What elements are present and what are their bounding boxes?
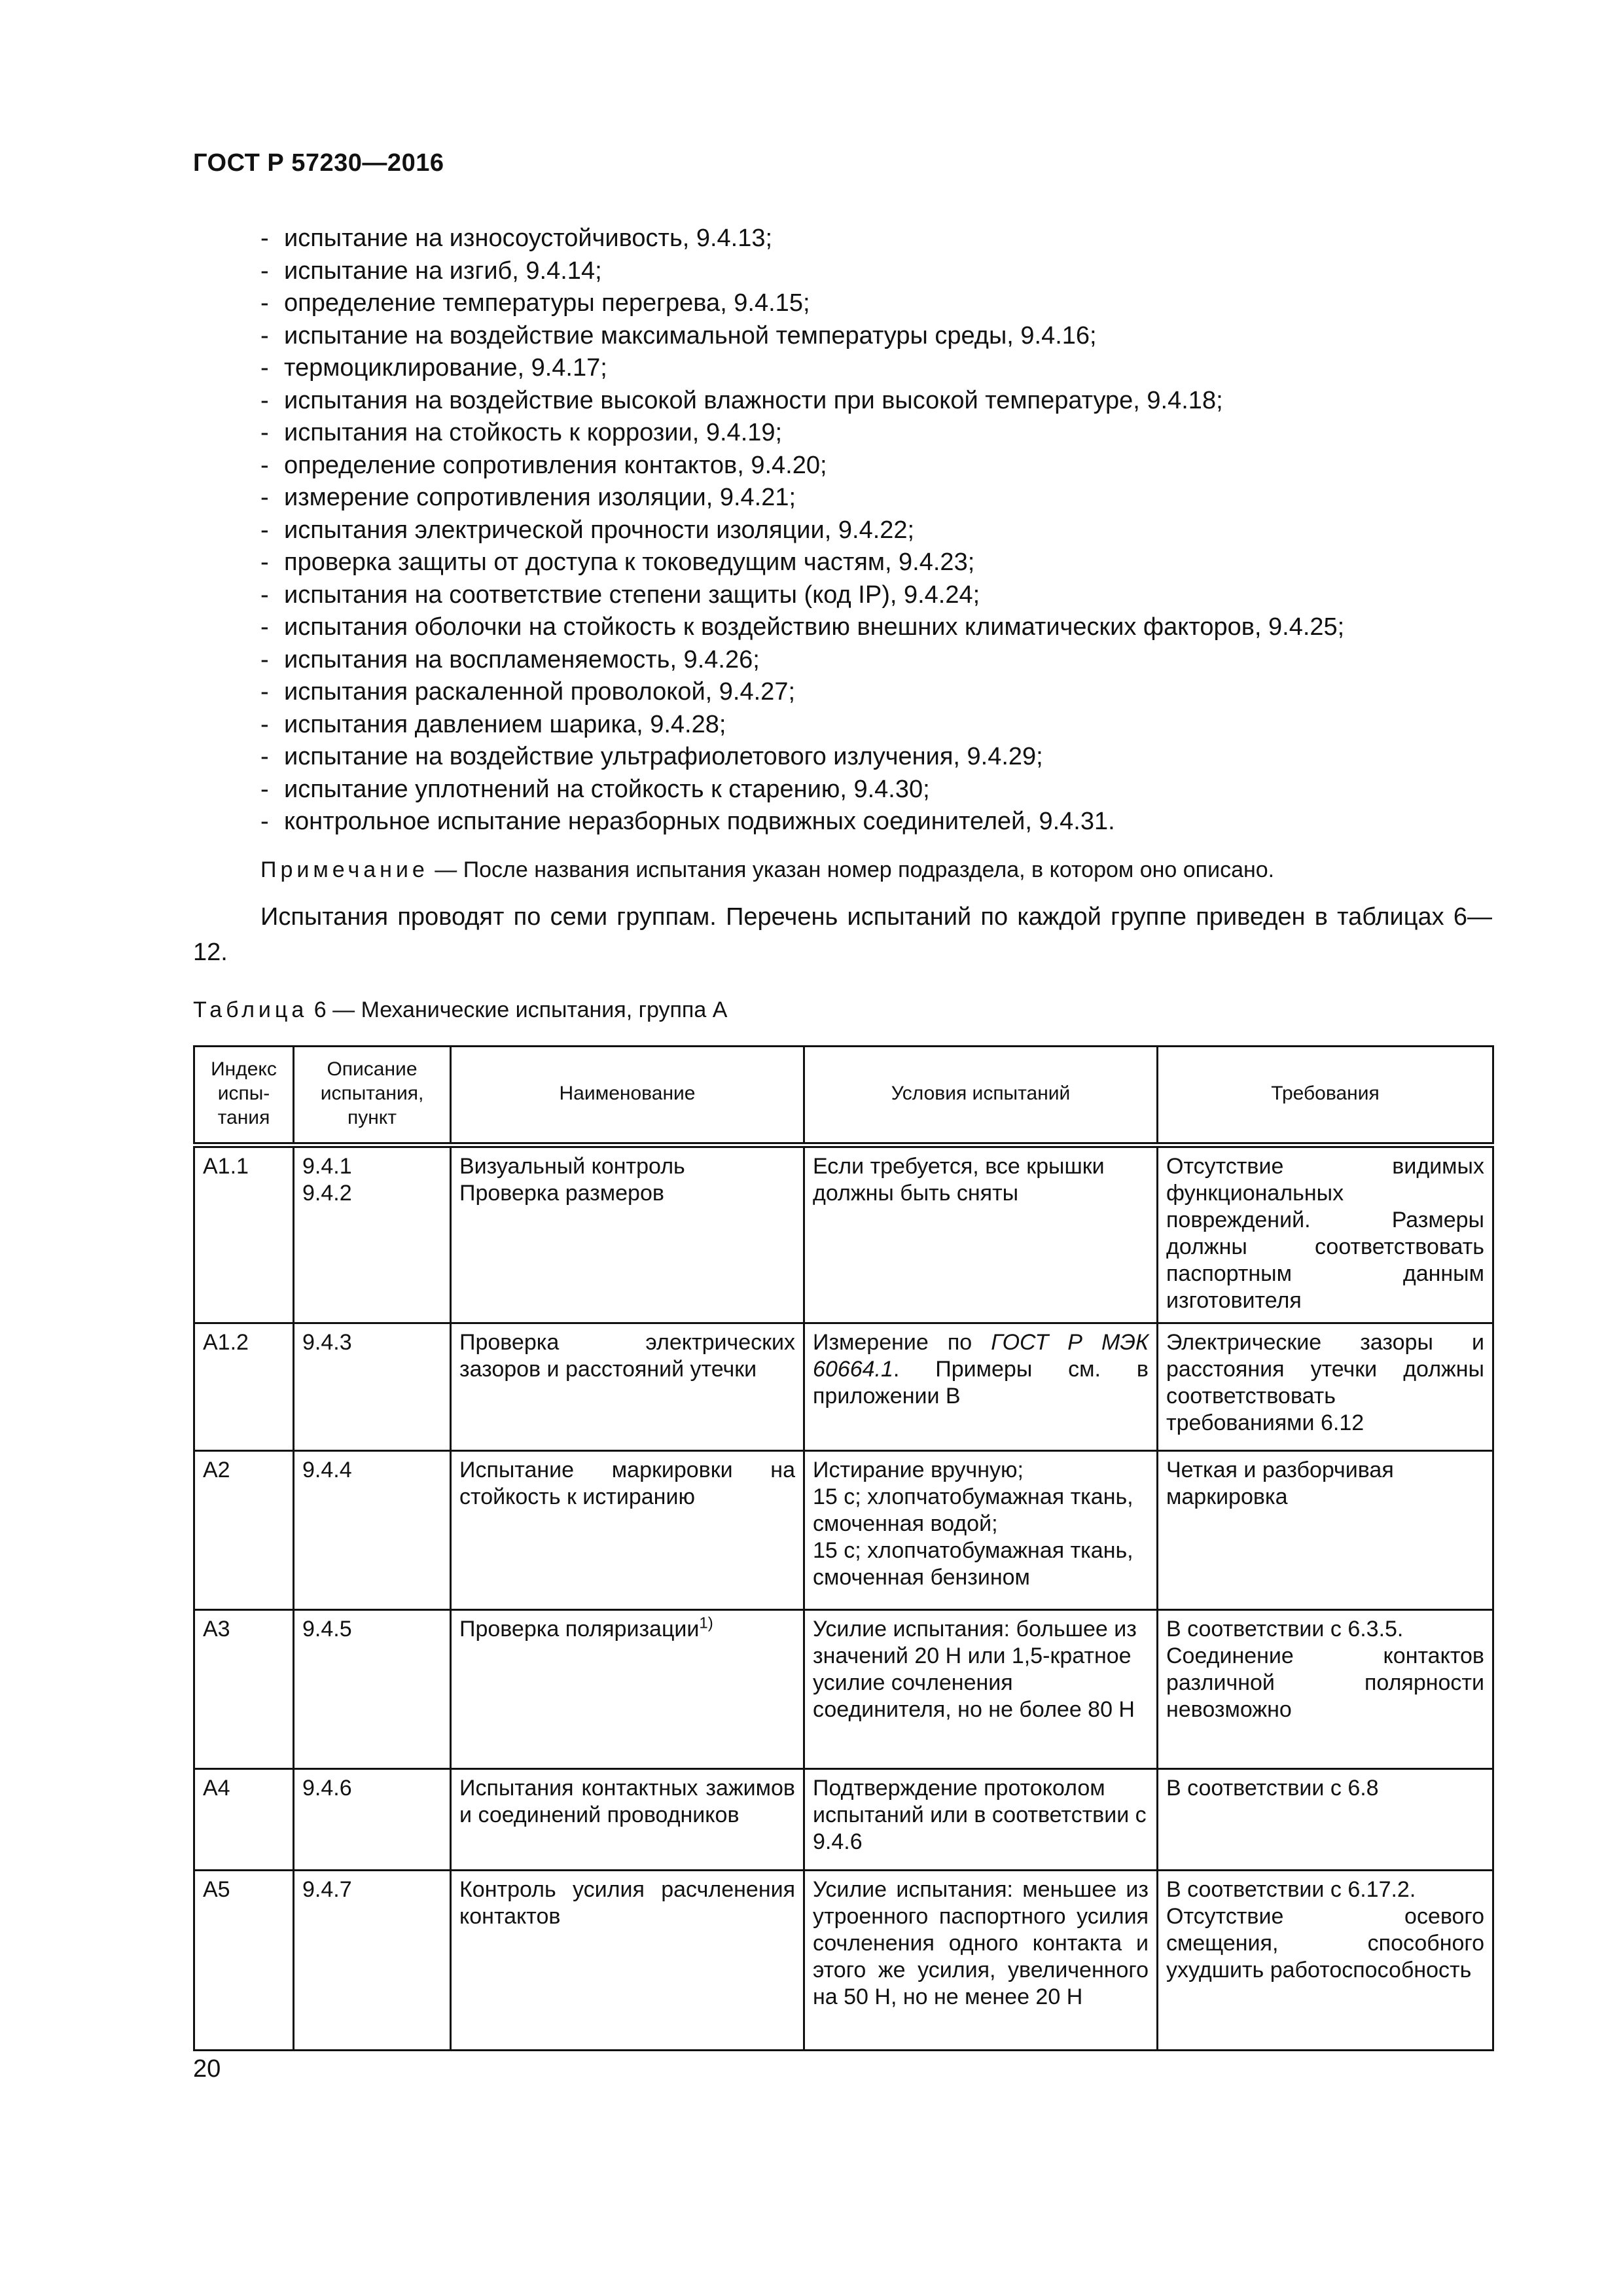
list-item-text: термоциклирование, 9.4.17; xyxy=(284,354,607,382)
list-item-text: испытания электрической прочности изоляции, 9.4.22; xyxy=(284,516,915,544)
list-item-text: испытание на воздействие максимальной температуры среды, 9.4.16; xyxy=(284,321,1097,350)
list-item xyxy=(260,482,1504,514)
dash-marker: - xyxy=(260,645,269,673)
header-name: Наименование xyxy=(451,1047,804,1145)
note-label: Примечание xyxy=(260,857,429,882)
cell-name: Контроль усилия расчленения контактов xyxy=(451,1871,804,2051)
list-item-text: испытания на стойкость к коррозии, 9.4.19; xyxy=(284,419,783,446)
cell-requirements: В соответствии с 6.8 xyxy=(1158,1769,1493,1871)
list-item xyxy=(260,644,1504,677)
cell-conditions: Истирание вручную; 15 с; хлопчатобумажная ткань, смоченная водой; 15 с; хлопчатобумажная ткань, смоченная бензином xyxy=(804,1451,1158,1610)
cell-requirements: Электрические зазоры и расстояния утечки должны соответствовать требованиями 6.12 xyxy=(1158,1323,1493,1451)
test-list xyxy=(260,223,1504,838)
table-row xyxy=(194,1451,1493,1610)
header-index: Индекс испы-тания xyxy=(194,1047,294,1145)
list-item xyxy=(260,547,1504,579)
cell-description: 9.4.1 9.4.2 xyxy=(294,1145,451,1323)
header-description: Описание испытания, пункт xyxy=(294,1047,451,1145)
list-item xyxy=(260,320,1504,353)
list-item-text: испытания раскаленной проволокой, 9.4.27; xyxy=(284,678,796,706)
list-item-text: определение сопротивления контактов, 9.4.20; xyxy=(284,451,827,479)
dash-marker: - xyxy=(260,775,269,803)
dash-marker: - xyxy=(260,257,269,285)
cell-name: Испытание маркировки на стойкость к истиранию xyxy=(451,1451,804,1610)
dash-marker: - xyxy=(260,516,269,544)
cell-description: 9.4.4 xyxy=(294,1451,451,1610)
cell-requirements: Четкая и разборчивая маркировка xyxy=(1158,1451,1493,1610)
footnote-marker: 1) xyxy=(699,1614,713,1632)
header-requirements: Требования xyxy=(1158,1047,1493,1145)
cell-name xyxy=(451,1610,804,1769)
name-text: Проверка поляризации xyxy=(459,1617,700,1641)
dash-marker: - xyxy=(260,743,269,770)
dash-marker: - xyxy=(260,419,269,446)
list-item xyxy=(260,287,1504,320)
cell-index: А1.1 xyxy=(194,1145,294,1323)
dash-marker: - xyxy=(260,613,269,641)
table-caption-label: Таблица xyxy=(193,997,308,1022)
cell-conditions: Усилие испытания: большее из значений 20 Н или 1,5-кратное усилие сочленения соединителя, но не более 80 Н xyxy=(804,1610,1158,1769)
list-item xyxy=(260,385,1504,418)
list-item xyxy=(260,611,1504,644)
cell-description: 9.4.3 xyxy=(294,1323,451,1451)
table-row xyxy=(194,1145,1493,1323)
dash-marker: - xyxy=(260,354,269,382)
mechanical-tests-table xyxy=(193,1045,1494,2051)
cell-name: Испытания контактных зажимов и соединений проводников xyxy=(451,1769,804,1871)
list-item-text: определение температуры перегрева, 9.4.15; xyxy=(284,289,810,317)
note xyxy=(260,855,1504,885)
conditions-text: Измерение по xyxy=(813,1330,991,1355)
cell-conditions: Усилие испытания: меньшее из утроенного паспортного усилия сочленения одного контакта и этого же усилия, увеличенного на 50 Н, но не менее 20 Н xyxy=(804,1871,1158,2051)
list-item-text: проверка защиты от доступа к токоведущим частям, 9.4.23; xyxy=(284,548,975,576)
cell-description: 9.4.7 xyxy=(294,1871,451,2051)
list-item-text: испытания давлением шарика, 9.4.28; xyxy=(284,710,726,738)
dash-marker: - xyxy=(260,678,269,706)
document-header: ГОСТ Р 57230—2016 xyxy=(193,149,444,177)
list-item xyxy=(260,709,1504,742)
list-item-text: испытание на изгиб, 9.4.14; xyxy=(284,257,602,285)
table-row xyxy=(194,1610,1493,1769)
cell-name: Проверка электрических зазоров и расстояний утечки xyxy=(451,1323,804,1451)
list-item-text: контрольное испытание неразборных подвижных соединителей, 9.4.31. xyxy=(284,808,1115,835)
dash-marker: - xyxy=(260,321,269,350)
list-item-text: испытание на износоустойчивость, 9.4.13; xyxy=(284,224,773,252)
dash-marker: - xyxy=(260,484,269,511)
table-caption xyxy=(193,997,727,1023)
list-item-text: измерение сопротивления изоляции, 9.4.21; xyxy=(284,484,796,511)
dash-marker: - xyxy=(260,710,269,738)
dash-marker: - xyxy=(260,224,269,252)
list-item-text: испытания на воздействие высокой влажности при высокой температуре, 9.4.18; xyxy=(284,386,1223,414)
list-item-text: испытание уплотнений на стойкость к старению, 9.4.30; xyxy=(284,775,930,803)
list-item xyxy=(260,417,1504,450)
table-header-row xyxy=(194,1047,1493,1145)
standard-reference: ГОСТ Р МЭК 60664.1 xyxy=(813,1330,1149,1382)
cell-conditions xyxy=(804,1323,1158,1451)
list-item xyxy=(260,741,1504,774)
list-item-text: испытания оболочки на стойкость к воздействию внешних климатических факторов, 9.4.25; xyxy=(284,613,1345,641)
cell-index: А2 xyxy=(194,1451,294,1610)
list-item xyxy=(260,450,1504,482)
list-item xyxy=(260,352,1504,385)
list-item xyxy=(260,774,1504,806)
list-item-text: испытания на воспламеняемость, 9.4.26; xyxy=(284,645,760,673)
body-paragraph: Испытания проводят по семи группам. Перечень испытаний по каждой группе приведен в таблицах 6—12. xyxy=(193,903,1492,966)
cell-conditions: Если требуется, все крышки должны быть сняты xyxy=(804,1145,1158,1323)
list-item xyxy=(260,579,1504,612)
cell-index: А4 xyxy=(194,1769,294,1871)
dash-marker: - xyxy=(260,386,269,414)
cell-requirements: В соответствии с 6.17.2. Отсутствие осевого смещения, способного ухудшить работоспособность xyxy=(1158,1871,1493,2051)
conditions-text: . Примеры см. в приложении В xyxy=(813,1357,1149,1408)
cell-name: Визуальный контроль Проверка размеров xyxy=(451,1145,804,1323)
cell-index: А3 xyxy=(194,1610,294,1769)
cell-index: А5 xyxy=(194,1871,294,2051)
list-item xyxy=(260,806,1504,838)
cell-conditions: Подтверждение протоколом испытаний или в соответствии с 9.4.6 xyxy=(804,1769,1158,1871)
cell-index: А1.2 xyxy=(194,1323,294,1451)
list-item-text: испытание на воздействие ультрафиолетового излучения, 9.4.29; xyxy=(284,743,1043,770)
cell-description: 9.4.5 xyxy=(294,1610,451,1769)
header-conditions: Условия испытаний xyxy=(804,1047,1158,1145)
dash-marker: - xyxy=(260,581,269,609)
list-item xyxy=(260,255,1504,288)
table-row xyxy=(194,1871,1493,2051)
dash-marker: - xyxy=(260,808,269,835)
list-item-text: испытания на соответствие степени защиты (код IP), 9.4.24; xyxy=(284,581,980,609)
table-row xyxy=(194,1323,1493,1451)
dash-marker: - xyxy=(260,451,269,479)
table-row xyxy=(194,1769,1493,1871)
page-number: 20 xyxy=(193,2055,221,2083)
cell-requirements: В соответствии с 6.3.5. Соединение контактов различной полярности невозможно xyxy=(1158,1610,1493,1769)
list-item xyxy=(260,223,1504,255)
dash-marker: - xyxy=(260,289,269,317)
note-text: — После названия испытания указан номер подраздела, в котором оно описано. xyxy=(435,857,1275,882)
cell-requirements: Отсутствие видимых функциональных повреждений. Размеры должны соответствовать паспортным данным изготовителя xyxy=(1158,1145,1493,1323)
table-caption-text: 6 — Механические испытания, группа А xyxy=(313,997,728,1022)
dash-marker: - xyxy=(260,548,269,576)
list-item xyxy=(260,676,1504,709)
list-item xyxy=(260,514,1504,547)
cell-description: 9.4.6 xyxy=(294,1769,451,1871)
